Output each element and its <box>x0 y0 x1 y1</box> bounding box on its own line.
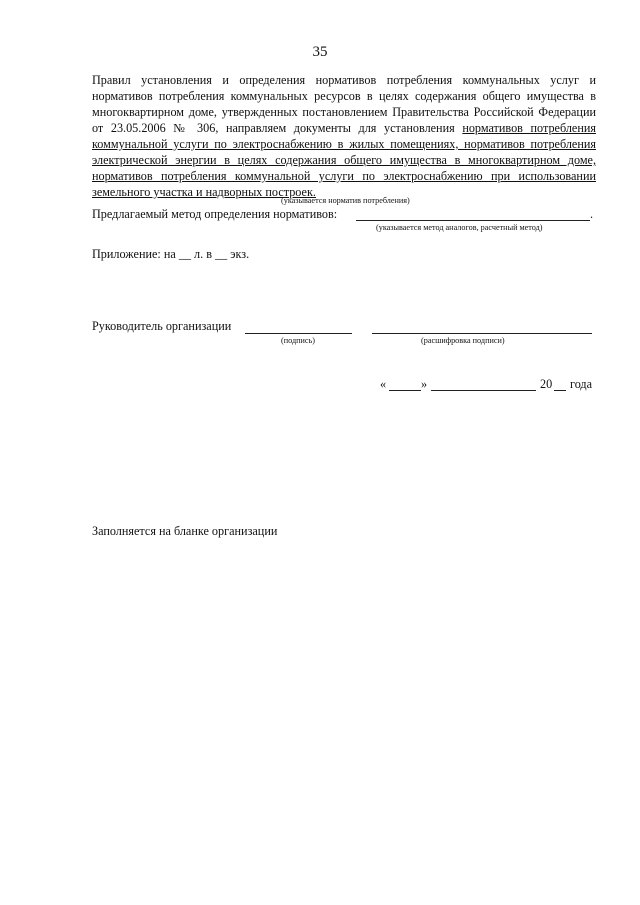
caption-decode: (расшифровка подписи) <box>421 336 505 345</box>
date-close-quote: » <box>421 377 428 391</box>
caption-sign: (подпись) <box>281 336 315 345</box>
date-year-suffix: года <box>570 377 593 391</box>
date-day-line <box>389 390 421 391</box>
method-end: . <box>590 207 594 221</box>
date-open-quote: « <box>380 377 387 391</box>
page-number: 35 <box>312 44 328 60</box>
caption-method: (указывается метод аналогов, расчетный метод) <box>376 223 543 232</box>
method-line <box>356 220 590 221</box>
paragraph-underlined: нормативов потребления коммунальной услуги по электроснабжению в жилых помещениях, нормативов потребления электрической энергии в целях содержания общего имущества в многоквартирном доме, нормативов потребления коммунальной услуги по электроснабжению при использовании земельного участка и надворных построек. <box>92 121 596 199</box>
paragraph-lead: Правил установления и определения нормативов потребления коммунальных услуг и нормативов потребления коммунальных ресурсов в целях содержания общего имущества в многоквартирном доме, утвержденных постановлением Правительства Российской Федерации от 23.05.2006 № 306, направляем документы для установления <box>92 73 596 135</box>
date-year-line <box>554 390 566 391</box>
body-paragraph <box>92 72 596 200</box>
footer-note: Заполняется на бланке организации <box>92 524 278 538</box>
caption-norms: (указывается норматив потребления) <box>281 196 410 205</box>
signature-label: Руководитель организации <box>92 319 232 333</box>
date-month-line <box>431 390 536 391</box>
appendix-line: Приложение: на __ л. в __ экз. <box>92 247 250 261</box>
decode-line <box>372 333 592 334</box>
method-label: Предлагаемый метод определения нормативов: <box>92 207 338 221</box>
date-year-prefix: 20 <box>540 377 553 391</box>
signature-line <box>245 333 352 334</box>
